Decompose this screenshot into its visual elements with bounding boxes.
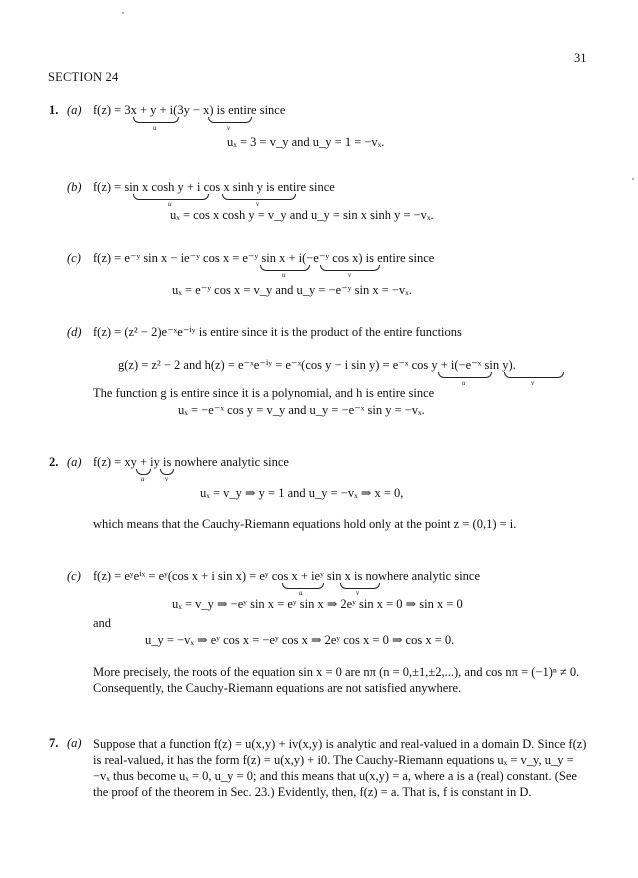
section-title: SECTION 24 bbox=[48, 70, 119, 84]
equation: g(z) = z² − 2 and h(z) = e⁻ˣe⁻ⁱʸ = e⁻ˣ(cos y − i sin y) = e⁻ˣ cos y + i(−e⁻ˣ sin y). bbox=[118, 358, 516, 372]
brace-label: u bbox=[282, 271, 286, 279]
part-label: (a) bbox=[67, 736, 82, 750]
underbrace bbox=[438, 372, 492, 378]
scan-speck bbox=[632, 178, 634, 180]
equation: uₓ = −e⁻ˣ cos y = v_y and u_y = −e⁻ˣ sin y = −vₓ. bbox=[178, 403, 425, 417]
brace-label: u bbox=[168, 200, 172, 208]
brace-label: u bbox=[141, 475, 145, 483]
equation: uₓ = v_y ⇒ y = 1 and u_y = −vₓ ⇒ x = 0, bbox=[200, 486, 404, 500]
equation: uₓ = 3 = v_y and u_y = 1 = −vₓ. bbox=[227, 135, 385, 149]
brace-label: v bbox=[356, 589, 360, 597]
part-statement: f(z) = (z² − 2)e⁻ˣe⁻ⁱʸ is entire since it is the product of the entire functions bbox=[93, 325, 462, 339]
underbrace bbox=[133, 117, 179, 123]
page-number: 31 bbox=[574, 51, 587, 65]
underbrace bbox=[208, 117, 252, 123]
part-statement: f(z) = eʸeⁱˣ = eʸ(cos x + i sin x) = eʸ cos x + ieʸ sin x is nowhere analytic since bbox=[93, 569, 481, 583]
brace-label: v bbox=[227, 124, 231, 132]
paragraph: More precisely, the roots of the equation sin x = 0 are nπ (n = 0,±1,±2,...), and cos nπ = (−1)ⁿ ≠ 0. Consequently, the Cauchy-Riemann equations are not satisfied anywhere. bbox=[93, 665, 580, 695]
equation: u_y = −vₓ ⇒ eʸ cos x = −eʸ cos x ⇒ 2eʸ cos x = 0 ⇒ cos x = 0. bbox=[145, 633, 455, 647]
brace-label: u bbox=[462, 379, 466, 387]
underbrace bbox=[504, 372, 564, 378]
brace-label: u bbox=[153, 124, 157, 132]
scan-speck bbox=[122, 12, 124, 14]
equation: uₓ = v_y ⇒ −eʸ sin x = eʸ sin x ⇒ 2eʸ sin x = 0 ⇒ sin x = 0 bbox=[172, 597, 463, 611]
brace-label: v bbox=[165, 475, 169, 483]
part-label: (c) bbox=[67, 569, 81, 583]
brace-label: u bbox=[299, 589, 303, 597]
part-label: (d) bbox=[67, 325, 82, 339]
underbrace bbox=[282, 583, 324, 589]
brace-label: v bbox=[348, 271, 352, 279]
part-statement: f(z) = sin x cosh y + i cos x sinh y is entire since bbox=[93, 180, 335, 194]
note: which means that the Cauchy-Riemann equations hold only at the point z = (0,1) = i. bbox=[93, 517, 517, 531]
brace-label: v bbox=[256, 200, 260, 208]
problem-number: 1. bbox=[49, 103, 59, 117]
underbrace bbox=[340, 583, 380, 589]
part-label: (a) bbox=[67, 455, 82, 469]
part-statement: f(z) = e⁻ʸ sin x − ie⁻ʸ cos x = e⁻ʸ sin x + i(−e⁻ʸ cos x) is entire since bbox=[93, 251, 435, 265]
part-label: (a) bbox=[67, 103, 82, 117]
brace-label: v bbox=[531, 379, 535, 387]
connector-word: and bbox=[93, 616, 112, 630]
problem-number: 7. bbox=[49, 736, 59, 750]
paragraph: Suppose that a function f(z) = u(x,y) + iv(x,y) is analytic and real-valued in a domain D. Since f(z) is real-valued, it has the form f(z) = u(x,y) + i0. The Cauchy-Riemann equations uₓ = v_y, u_y = −vₓ thus become uₓ = 0, u_y = 0; and this means that u(x,y) = a, where a is a (real) constant. (See the proof of the theorem in Sec. 23.) Evidently, then, f(z) = a. That is, f is constant in D. bbox=[93, 737, 587, 799]
problem-number: 2. bbox=[49, 455, 59, 469]
note: The function g is entire since it is a polynomial, and h is entire since bbox=[93, 386, 435, 400]
part-label: (b) bbox=[67, 180, 82, 194]
part-label: (c) bbox=[67, 251, 81, 265]
part-statement: f(z) = 3x + y + i(3y − x) is entire since bbox=[93, 103, 286, 117]
equation: uₓ = cos x cosh y = v_y and u_y = sin x sinh y = −vₓ. bbox=[170, 208, 434, 222]
part-statement: f(z) = xy + iy is nowhere analytic since bbox=[93, 455, 289, 469]
equation: uₓ = e⁻ʸ cos x = v_y and u_y = −e⁻ʸ sin x = −vₓ. bbox=[172, 283, 412, 297]
